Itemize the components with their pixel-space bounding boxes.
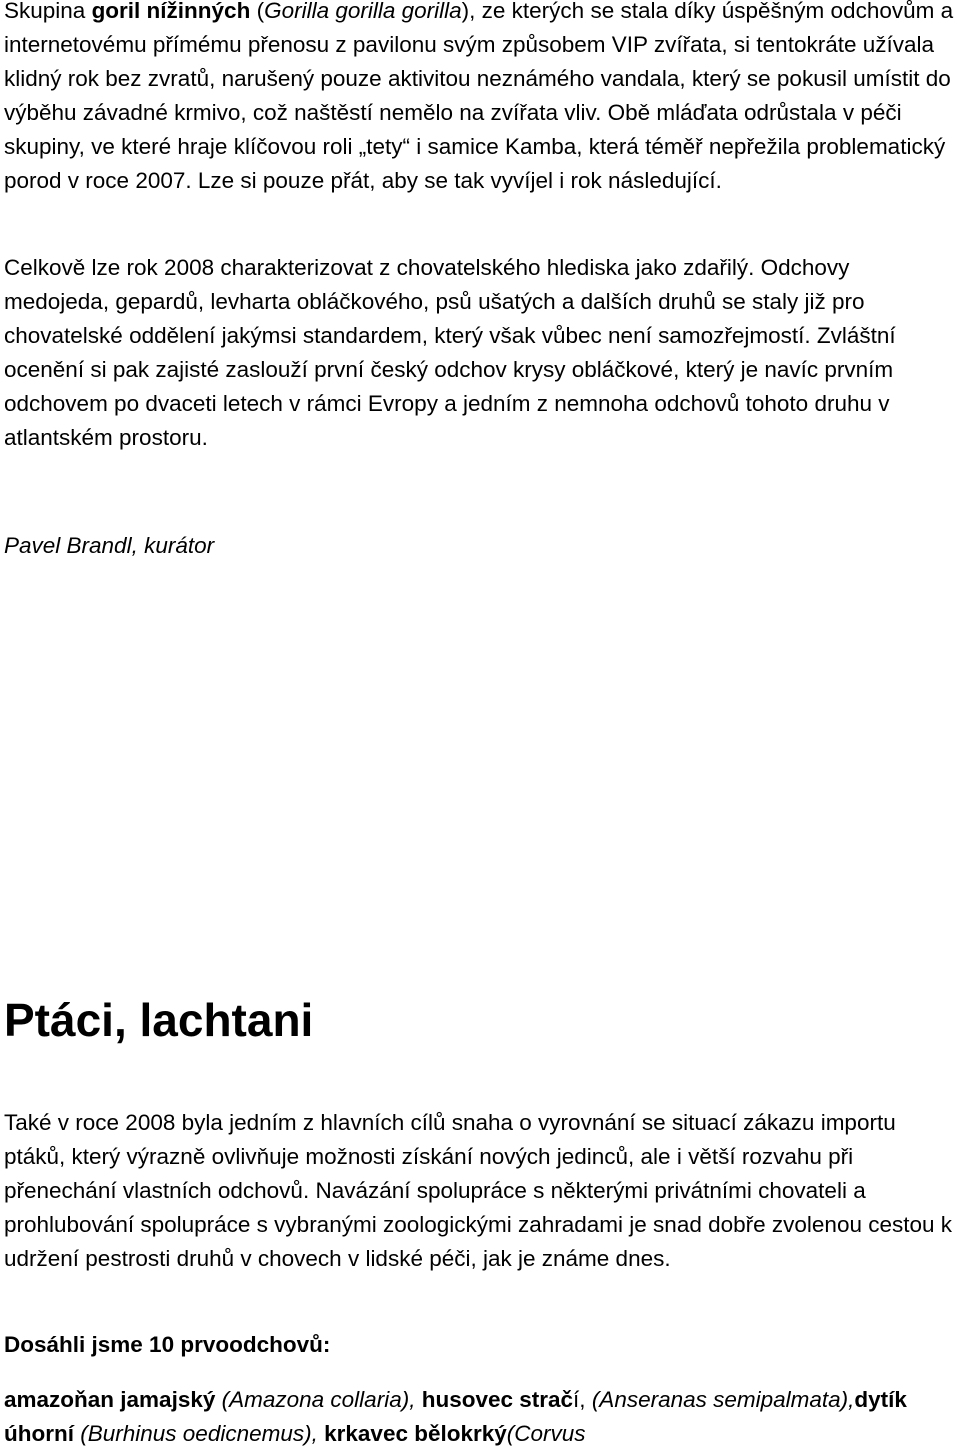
species-name-bold: amazoňan jamajský (4, 1387, 216, 1412)
text-run: Skupina (4, 0, 92, 23)
author-signature: Pavel Brandl, kurátor (4, 533, 215, 558)
text-run: ( (250, 0, 265, 23)
species-list-paragraph (4, 1383, 954, 1451)
species-name-bold: krkavec bělokrký (324, 1421, 507, 1446)
species-latin-italic: Gorilla gorilla gorilla (264, 0, 462, 23)
text-run: ), ze kterých se stala díky úspěšným odchovům a internetovému přímému přenosu z pavilonu svým způsobem VIP zvířata, si tentokráte užívala klidný rok bez zvratů, narušený pouze aktivitou neznámého vandala, který se pokusil umístit do výběhu závadné krmivo, což naštěstí nemělo na zvířata vliv. Obě mláďata odrůstala v péči skupiny, ve které hraje klíčovou roli „tety“ i samice Kamba, která téměř nepřežila problematický porod v roce 2007. Lze si pouze přát, aby se tak vyvíjel i rok následující. (4, 0, 954, 193)
species-name-bold: dytík úhorní (4, 1387, 907, 1446)
species-latin-italic: (Burhinus oedicnemus), (80, 1421, 318, 1446)
birds-paragraph: Také v roce 2008 byla jedním z hlavních cílů snaha o vyrovnání se situací zákazu importu ptáků, který výrazně ovlivňuje možnosti získání nových jedinců, ale i větší rozvahu při přenechání vlastních odchovů. Navázání spolupráce s některými privátními chovateli a prohlubování spolupráce s vybranými zoologickými zahradami je snad dobře zvolenou cestou k udržení pestrosti druhů v chovech v lidské péči, jak je známe dnes. (4, 1110, 953, 1271)
summary-paragraph: Celkově lze rok 2008 charakterizovat z chovatelského hlediska jako zdařilý. Odchovy medojeda, gepardů, levharta obláčkového, psů ušatých a dalších druhů se staly již pro chovatelské oddělení jakýmsi standardem, který však vůbec není samozřejmostí. Zvláštní ocenění si pak zajisté zaslouží první český odchov krysy obláčkové, který je navíc prvním odchovem po dvaceti letech v rámci Evropy a jedním z nemnoha odchovů tohoto druhu v atlantském prostoru. (4, 255, 896, 450)
section-heading: Ptáci, lachtani (4, 994, 314, 1046)
species-latin-italic: (Corvus (506, 1421, 586, 1446)
species-name-bold: husovec strač (421, 1387, 574, 1412)
gorilla-paragraph (4, 0, 954, 198)
text-run: í, (573, 1387, 592, 1412)
species-latin-italic: (Amazona collaria), (221, 1387, 416, 1412)
species-name-bold: goril nížinných (91, 0, 251, 23)
subheading: Dosáhli jsme 10 prvoodchovů: (4, 1332, 331, 1357)
species-latin-italic: (Anseranas semipalmata), (591, 1387, 855, 1412)
